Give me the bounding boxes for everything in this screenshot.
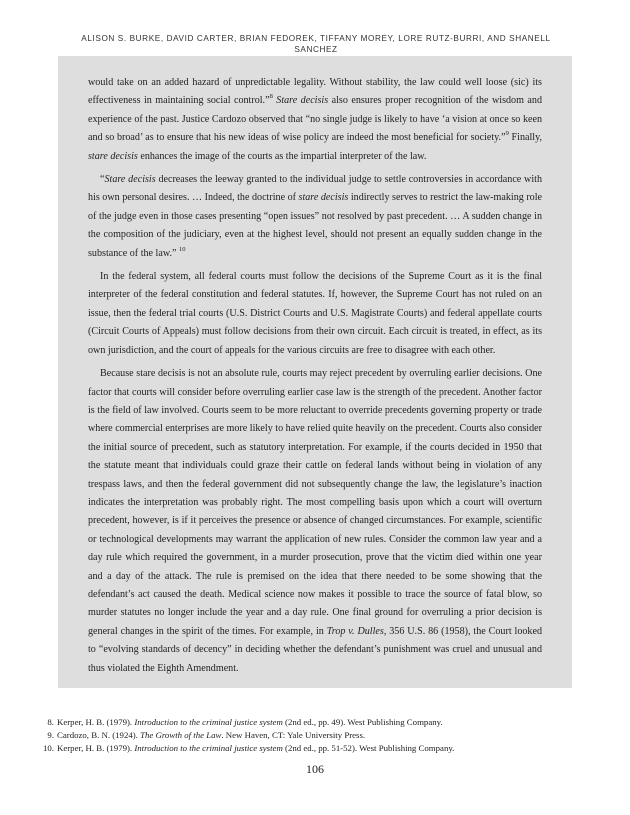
italic-term: stare decisis xyxy=(88,150,138,162)
footnote-9: 9. Cardozo, B. N. (1924). The Growth of the Law. New Haven, CT: Yale University Press. xyxy=(47,730,366,741)
footnote-10: 10. Kerper, H. B. (1979). Introduction to the criminal justice system (2nd ed., pp. 51-52). West Publishing Company. xyxy=(43,743,455,754)
italic-term: stare decisis xyxy=(298,192,349,204)
footnote-ref-9[interactable]: 9 xyxy=(505,130,509,138)
italic-term: Stare decisis xyxy=(104,174,156,186)
case-name: Trop v. Dulles xyxy=(326,625,384,637)
header-authors-line2: SANCHEZ xyxy=(294,44,338,54)
footnote-8: 8. Kerper, H. B. (1979). Introduction to the criminal justice system (2nd ed., pp. 49). West Publishing Company. xyxy=(47,717,443,727)
paragraph-federal-system: In the federal system, all federal courts must follow the decisions of the Supreme Court as it is the final interpreter of the federal constitution and federal statutes. If, however, the Supreme Court has not ruled on an issue, then the federal trial courts (U.S. District Courts and U.S. Magistrate Courts) and federal appellate courts (Circuit Courts of Appeals) must follow decisions from their own circuit. Each circuit is treated, in effect, as its own jurisdiction, and the court of appeals for the various circuits are free to disagree with each other. xyxy=(88,271,542,356)
shaded-text-box xyxy=(58,56,572,688)
paragraph-overruling: Because stare decisis is not an absolute rule, courts may reject precedent by overruling earlier decisions. One factor that courts will consider before overruling earlier case law is the strength of the precedent. Another factor is the field of law involved. Courts seem to be more reluctant to override precedents governing property or trade where commercial enterprises are more likely to have relied quite heavily on the precedent. Courts also consider the initial source of precedent, such as statutory interpretation. For example, if the courts decided in 1950 that the statute meant that individuals could graze their cattle on federal lands without being in violation of any trespass laws, and then the federal government did not subsequently change the law, the legislature’s inaction indicates the interpretation was probably right. The most compelling basis upon which a court will overturn precedent, however, is if it perceives the presence or absence of changed circumstances. For example, scientific or technological developments may warrant the application of new rules. Consider the common law year and a day rule which required the government, in a murder prosecution, prove that the victim died within one year and a day of the attack. The rule is premised on the idea that there needed to be some showing that the defendant’s act caused the death. Medical science now makes it possible to trace the source of fatal blow, so murder statutes no longer include the year and a day rule. One final ground for overruling a prior decision is general changes in the spirit of the times. For example, in Trop v. Dulles, 356 U.S. 86 (1958), the Court looked to “evolving standards of decency” in deciding whether the defendant’s punishment was cruel and unusual and thus violated the Eighth Amendment. xyxy=(88,368,543,674)
italic-term: Stare decisis xyxy=(276,95,329,107)
header-authors-line1: ALISON S. BURKE, DAVID CARTER, BRIAN FEDOREK, TIFFANY MOREY, LORE RUTZ-BURRI, AND SHANELL xyxy=(81,34,551,43)
paragraph-1: would take on an added hazard of unpredictable legality. Without stability, the law could well loose (sic) its effectiveness in maintaining social control.”$^8$ Stare decisis also ensures proper recognition of the wisdom and experience of the past. Justice Cardozo observed that “no single judge is likely to have ‘a vision at once so keen and so broad’ as to ensure that his new ideas of wise policy are indeed the most beneficial for society.”$^9$ Finally, stare decisis enhances the image of the courts as the impartial interpreter of the law. xyxy=(88,77,542,162)
block-quote: “Stare decisis decreases the leeway granted to the individual judge to settle controversies in accordance with his own personal desires. … Indeed, the doctrine of stare decisis indirectly serves to restrict the law-making role of the judge even in those cases presenting “open issues” not resolved by past precedent. … A sudden change in the composition of the judiciary, even at the highest level, should not present an equally sudden change in the substance of the law.” $^{10}$ xyxy=(88,174,543,259)
footnote-ref-8[interactable]: 8 xyxy=(269,93,273,101)
footnotes xyxy=(40,716,580,756)
footnote-ref-10[interactable]: 10 xyxy=(179,245,186,253)
running-header xyxy=(60,34,572,55)
page-number: 106 xyxy=(306,762,324,776)
